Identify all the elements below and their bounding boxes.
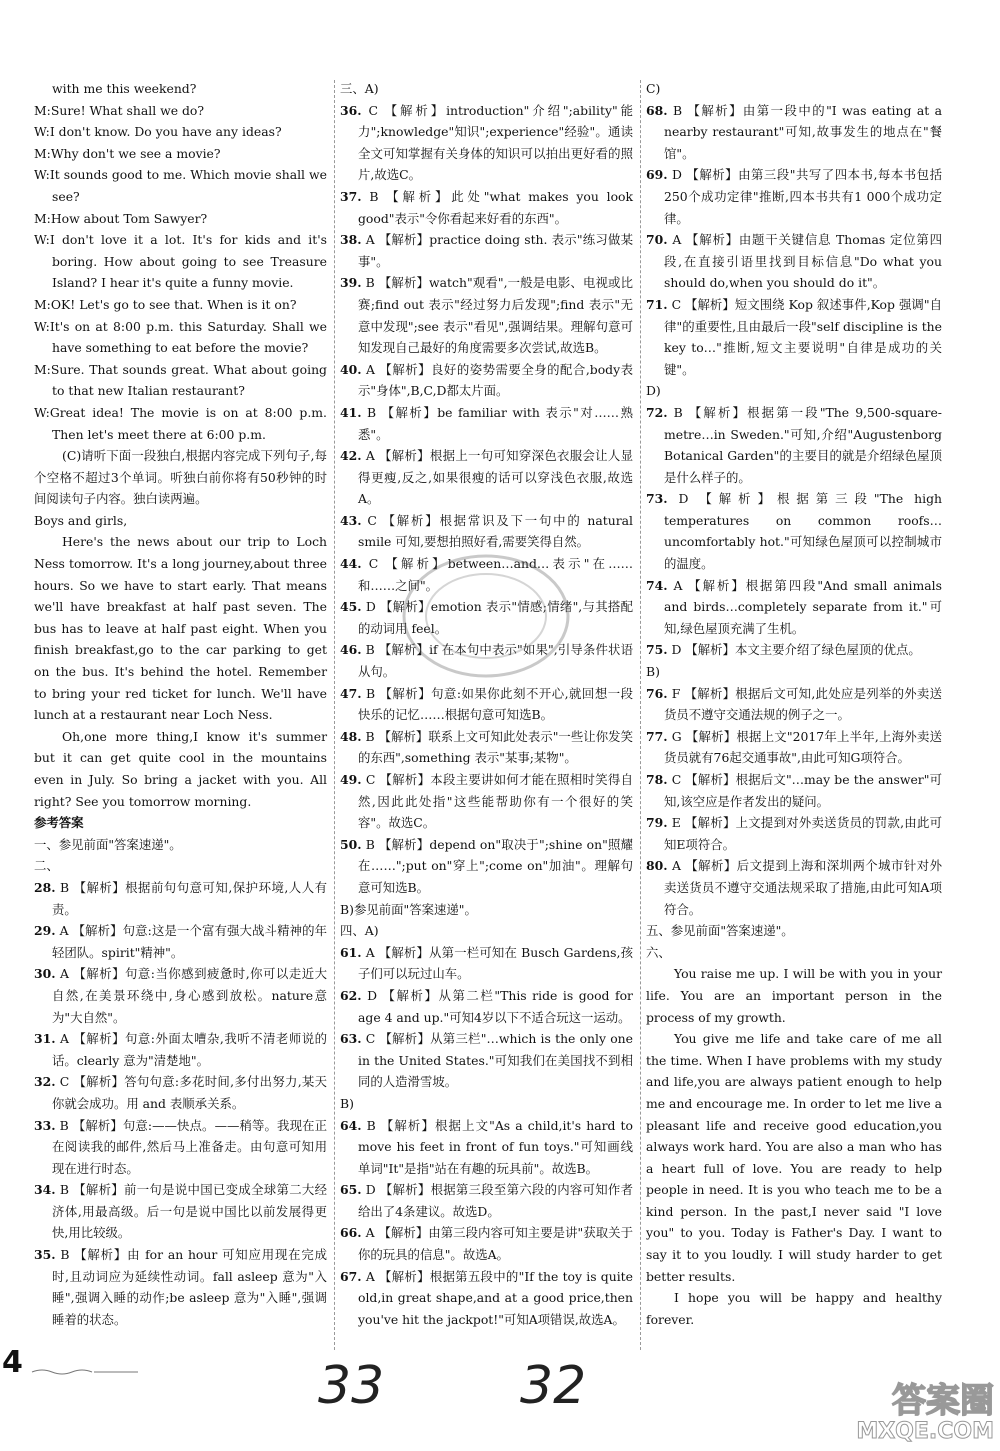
question-number: 43. bbox=[340, 512, 362, 528]
line-text: C 【解析】between…and…表示"在……和……之间"。 bbox=[358, 556, 633, 593]
text-line bbox=[340, 985, 633, 1028]
text-line bbox=[646, 294, 942, 380]
line-text: C 【解析】introduction"介绍";ability"能力";knowledge"知识";experience"经验"。通读全文可知掌握有关身体的知识可以拍出更好看的照片,故选C。 bbox=[358, 102, 633, 183]
text-line bbox=[340, 769, 633, 834]
line-text: M:Sure. That sounds great. What about going to that new Italian restaurant? bbox=[34, 361, 327, 399]
question-number: 41. bbox=[340, 404, 362, 420]
question-number: 30. bbox=[34, 966, 56, 982]
text-line bbox=[340, 229, 633, 272]
text-line bbox=[340, 186, 633, 229]
text-line bbox=[340, 1266, 633, 1331]
text-line bbox=[34, 531, 327, 725]
line-text: You give me life and take care of me all the time. When I have problems with my study and life,you are always patient enough to help me and encourage me. In order to let me live a pleasant life and receive good education,you always work hard. You are also a man who has a heart full of love. You are ready to help people in need. It is you who teach me to be a kind person. In the past,I never said "I love you" to you. Today is Father's Day. I want to say it to you loudly. I will study harder to get better results. bbox=[646, 1031, 942, 1284]
question-number: 62. bbox=[340, 987, 362, 1003]
line-text: A 【解析】句意:这是一个富有强大战斗精神的年轻团队。spirit"精神"。 bbox=[52, 923, 327, 960]
text-line bbox=[646, 1028, 942, 1287]
line-text: D) bbox=[646, 383, 661, 399]
question-number: 40. bbox=[340, 361, 362, 377]
text-line bbox=[646, 942, 942, 964]
column-right bbox=[646, 78, 942, 1330]
text-line bbox=[340, 1115, 633, 1180]
text-line bbox=[340, 726, 633, 769]
line-text: I hope you will be happy and healthy forever. bbox=[646, 1290, 942, 1327]
text-line bbox=[34, 229, 327, 294]
question-number: 48. bbox=[340, 728, 362, 744]
question-number: 75. bbox=[646, 642, 668, 658]
text-line bbox=[34, 726, 327, 812]
text-line bbox=[34, 100, 327, 122]
text-line bbox=[34, 834, 327, 856]
question-number: 50. bbox=[340, 836, 362, 852]
line-text: C 【解析】根据后文"…may be the answer"可知,该空应是作者发出的疑问。 bbox=[664, 772, 942, 809]
text-line bbox=[646, 575, 942, 640]
text-line bbox=[340, 834, 633, 899]
line-text: B 【解析】由第一段中的"I was eating at a nearby restaurant"可知,故事发生的地点在"餐馆"。 bbox=[664, 102, 942, 161]
text-line bbox=[340, 445, 633, 510]
line-text: W:I don't love it a lot. It's for kids and it's boring. How about going to see Treasure Island? I hear it's quite a funny movie. bbox=[34, 232, 327, 291]
question-number: 34. bbox=[34, 1182, 56, 1198]
text-line bbox=[34, 316, 327, 359]
line-text: 二、 bbox=[34, 858, 59, 874]
line-text: with me this weekend? bbox=[52, 81, 197, 96]
line-text: 参考答案 bbox=[34, 815, 84, 831]
question-number: 78. bbox=[646, 772, 668, 787]
line-text: D 【解析】本文主要介绍了绿色屋顶的优点。 bbox=[671, 642, 921, 658]
question-number: 29. bbox=[34, 923, 56, 939]
line-text: D 【解析】根据第三段至第六段的内容可知作者给出了4条建议。故选D。 bbox=[358, 1182, 633, 1219]
line-text: B 【解析】watch"观看",一般是电影、电视或比赛;find out 表示"经过努力后发现";find 表示"无意中发现";see 表示"看见",强调结果。理解句意可知发现自己最好的角度需要多次尝试,故选B。 bbox=[358, 275, 633, 356]
question-number: 69. bbox=[646, 167, 668, 183]
question-number: 36. bbox=[340, 102, 362, 118]
text-line bbox=[340, 1179, 633, 1222]
question-number: 65. bbox=[340, 1182, 362, 1198]
line-text: C 【解析】从第三栏"…which is the only one in the United States."可知我们在美国找不到相同的人造滑雪坡。 bbox=[358, 1031, 633, 1090]
faint-stamp-icon bbox=[396, 546, 576, 686]
line-text: M:Why don't we see a movie? bbox=[34, 145, 221, 161]
question-number: 70. bbox=[646, 232, 668, 248]
text-line bbox=[646, 1287, 942, 1330]
question-number: 45. bbox=[340, 599, 362, 615]
text-line bbox=[340, 1222, 633, 1265]
question-number: 64. bbox=[340, 1117, 362, 1133]
watermark-logo: 答案圈 MXQE.COM bbox=[856, 1381, 994, 1444]
line-text: C 【解析】本段主要讲如何才能在照相时笑得自然,因此此处指"这些能帮助你有一个很好的笑容"。故选C。 bbox=[358, 772, 633, 831]
column-divider-1 bbox=[334, 80, 335, 1350]
text-line bbox=[34, 78, 327, 100]
line-text: (C)请听下面一段独白,根据内容完成下列句子,每个空格不超过3个单词。听独白前你将有50秒钟的时间阅读句子内容。独白读两遍。 bbox=[34, 448, 327, 507]
text-line bbox=[34, 920, 327, 963]
line-text: A 【解析】根据第四段"And small animals and birds…completely separate from it."可知,绿色屋顶充满了生机。 bbox=[664, 577, 942, 636]
question-number: 79. bbox=[646, 815, 668, 831]
line-text: B 【解析】be familiar with 表示"对……熟悉"。 bbox=[358, 404, 633, 442]
text-line bbox=[646, 661, 942, 683]
column-middle bbox=[340, 78, 633, 1330]
line-text: A 【解析】良好的姿势需要全身的配合,body表示"身体",B,C,D都太片面。 bbox=[358, 361, 633, 399]
line-text: F 【解析】根据后文可知,此处应是列举的外卖送货员不遵守交通法规的例子之一。 bbox=[664, 685, 942, 723]
line-text: B 【解析】句意:如果你此刻不开心,就回想一段快乐的记忆……根据句意可知选B。 bbox=[358, 685, 633, 723]
text-line bbox=[340, 402, 633, 445]
text-line bbox=[34, 963, 327, 1028]
decorative-swirl-icon bbox=[30, 1368, 140, 1376]
line-text: 六、 bbox=[646, 944, 671, 960]
line-text: C 【解析】根据常识及下一句中的 natural smile 可知,要想拍照好看,需要笑得自然。 bbox=[358, 512, 633, 550]
text-line bbox=[34, 359, 327, 402]
line-text: M:How about Tom Sawyer? bbox=[34, 210, 208, 226]
question-number: 33. bbox=[34, 1117, 56, 1133]
line-text: 四、A) bbox=[340, 923, 379, 939]
line-text: E 【解析】上文提到对外卖送货员的罚款,由此可知E项符合。 bbox=[664, 815, 942, 852]
question-number: 38. bbox=[340, 232, 362, 248]
line-text: W:Great idea! The movie is on at 8:00 p.m. Then let's meet there at 6:00 p.m. bbox=[34, 404, 327, 442]
line-text: B 【解析】根据第一段"The 9,500-square-metre…in Sweden."可知,介绍"Augustenborg Botanical Garden"的主要目的就是介绍绿色屋顶是什么样子的。 bbox=[664, 404, 942, 485]
line-text: B 【解析】前一句是说中国已变成全球第二大经济体,用最高级。后一句是说中国比以前发展得更快,用比较级。 bbox=[52, 1182, 327, 1241]
line-text: C 【解析】短文围绕 Kop 叙述事件,Kop 强调"自律"的重要性,且由最后一段"self discipline is the key to…"推断,短文主要说明"自律是成功的关键"。 bbox=[664, 296, 942, 377]
text-line bbox=[646, 683, 942, 726]
line-text: 一、参见前面"答案速递"。 bbox=[34, 836, 182, 852]
line-text: B 【解析】根据上文"As a child,it's hard to move his feet in front of fun toys."可知画线单词"It"是指"站在有趣的玩具前"。故选B。 bbox=[358, 1117, 633, 1176]
line-text: B)参见前面"答案速递"。 bbox=[340, 901, 477, 917]
line-text: B) bbox=[646, 664, 660, 680]
question-number: 42. bbox=[340, 448, 362, 464]
line-text: M:Sure! What shall we do? bbox=[34, 102, 205, 118]
line-text: A 【解析】由题干关键信息 Thomas 定位第四段,在直接引语里找到目标信息"Do what you should do,when you should do it"。 bbox=[664, 232, 942, 291]
question-number: 46. bbox=[340, 642, 362, 658]
text-line bbox=[646, 963, 942, 1028]
handwritten-number-1: 33 bbox=[318, 1356, 385, 1416]
question-number: 32. bbox=[34, 1074, 56, 1090]
text-line bbox=[34, 877, 327, 920]
text-line bbox=[34, 294, 327, 316]
line-text: B 【解析】由 for an hour 可知应用现在完成时,且动词应为延续性动词。fall asleep 意为"入睡",强调入睡的动作;be asleep 意为"入睡",强调睡着的状态。 bbox=[52, 1247, 327, 1327]
text-line bbox=[34, 121, 327, 143]
text-line bbox=[34, 510, 327, 532]
question-number: 28. bbox=[34, 879, 56, 895]
question-number: 71. bbox=[646, 296, 668, 312]
text-line bbox=[34, 402, 327, 445]
text-line bbox=[340, 359, 633, 402]
question-number: 73. bbox=[646, 491, 668, 507]
question-number: 77. bbox=[646, 728, 668, 744]
question-number: 44. bbox=[340, 556, 362, 572]
question-number: 49. bbox=[340, 772, 362, 787]
line-text: A 【解析】根据上一句可知穿深色衣服会让人显得更瘦,反之,如果很瘦的话可以穿浅色衣服,故选A。 bbox=[358, 448, 633, 507]
text-line bbox=[646, 78, 942, 100]
line-text: 三、A) bbox=[340, 81, 379, 96]
question-number: 37. bbox=[340, 188, 362, 204]
text-line bbox=[646, 812, 942, 855]
text-line bbox=[34, 1028, 327, 1071]
text-line bbox=[646, 920, 942, 942]
line-text: A 【解析】根据第五段中的"If the toy is quite old,in great shape,and at a good price,then you've hit the jackpot!"可知A项错误,故选A。 bbox=[358, 1268, 633, 1327]
handwritten-number-2: 32 bbox=[520, 1356, 587, 1416]
text-line bbox=[34, 164, 327, 207]
text-line bbox=[340, 100, 633, 186]
line-text: G 【解析】根据上文"2017年上半年,上海外卖送货员就有76起交通事故",由此可知G项符合。 bbox=[664, 728, 942, 766]
line-text: D 【解析】emotion 表示"情感;情绪",与其搭配的动词用 feel。 bbox=[358, 599, 633, 636]
question-number: 72. bbox=[646, 404, 668, 420]
text-line bbox=[34, 208, 327, 230]
question-number: 76. bbox=[646, 685, 668, 701]
page-number: 4 bbox=[2, 1345, 23, 1380]
text-line bbox=[340, 1093, 633, 1115]
line-text: C) bbox=[646, 81, 661, 96]
text-line bbox=[646, 164, 942, 229]
text-line bbox=[34, 1071, 327, 1114]
text-line bbox=[34, 143, 327, 165]
line-text: B) bbox=[340, 1095, 354, 1111]
text-line bbox=[340, 1028, 633, 1093]
text-line bbox=[646, 229, 942, 294]
column-left bbox=[34, 78, 327, 1330]
question-number: 39. bbox=[340, 275, 362, 291]
line-text: W:It sounds good to me. Which movie shall we see? bbox=[34, 167, 327, 204]
line-text: B 【解析】根据前句句意可知,保护环境,人人有责。 bbox=[52, 879, 327, 917]
line-text: D 【解析】从第二栏"This ride is good for age 4 and up."可知4岁以下不适合玩这一运动。 bbox=[358, 987, 633, 1025]
question-number: 66. bbox=[340, 1225, 362, 1241]
line-text: C 【解析】答句句意:多花时间,多付出努力,某天你就会成功。用 and 表顺承关系。 bbox=[52, 1074, 327, 1111]
question-number: 74. bbox=[646, 577, 668, 593]
line-text: D 【解析】根据第三段"The high temperatures on common roofs…uncomfortably hot."可知绿色屋顶可以控制城市的温度。 bbox=[664, 491, 942, 572]
line-text: 五、参见前面"答案速递"。 bbox=[646, 923, 794, 939]
line-text: B 【解析】depend on"取决于";shine on"照耀在……";put on"穿上";come on"加油"。理解句意可知选B。 bbox=[358, 836, 633, 895]
line-text: B 【解析】句意:——快点。——稍等。我现在正在阅读我的邮件,然后马上准备走。由句意可知用现在进行时态。 bbox=[52, 1117, 327, 1176]
line-text: B 【解析】联系上文可知此处表示"一些让你发笑的东西",something 表示"某事;某物"。 bbox=[358, 728, 633, 766]
line-text: D 【解析】由第三段"共写了四本书,每本书包括250个成功定律"推断,四本书共有1 000个成功定律。 bbox=[664, 167, 942, 226]
question-number: 61. bbox=[340, 944, 362, 960]
text-line bbox=[646, 402, 942, 488]
question-number: 47. bbox=[340, 685, 362, 701]
line-text: W:I don't know. Do you have any ideas? bbox=[34, 124, 282, 140]
text-line bbox=[34, 1179, 327, 1244]
line-text: A 【解析】后文提到上海和深圳两个城市针对外卖送货员不遵守交通法规采取了措施,由此可知A项符合。 bbox=[664, 858, 942, 917]
text-line bbox=[34, 1115, 327, 1180]
text-line bbox=[340, 920, 633, 942]
line-text: Here's the news about our trip to Loch Ness tomorrow. It's a long journey,about three hours. So we have to start early. That means we'll have breakfast at half past seven. The bus has to leave at half past eight. When you finish breakfast,go to the car parking to get on the bus. It's behind the hotel. Remember to bring your red ticket for lunch. We'll have lunch at a restaurant near Loch Ness. bbox=[34, 534, 327, 723]
text-line bbox=[646, 380, 942, 402]
text-line bbox=[646, 855, 942, 920]
line-text: A 【解析】句意:当你感到疲惫时,你可以走近大自然,在美景环绕中,身心感到放松。nature意为"大自然"。 bbox=[52, 966, 327, 1025]
text-line bbox=[340, 899, 633, 921]
text-line bbox=[340, 942, 633, 985]
line-text: B 【解析】此处"what makes you look good"表示"令你看起来好看的东西"。 bbox=[358, 188, 633, 226]
question-number: 63. bbox=[340, 1031, 362, 1047]
line-text: B 【解析】if 在本句中表示"如果",引导条件状语从句。 bbox=[358, 642, 633, 680]
line-text: You raise me up. I will be with you in your life. You are an important person in the process of my growth. bbox=[646, 966, 942, 1025]
text-line bbox=[646, 639, 942, 661]
question-number: 35. bbox=[34, 1247, 56, 1263]
text-line bbox=[646, 726, 942, 769]
text-line bbox=[340, 272, 633, 358]
text-line bbox=[34, 855, 327, 877]
question-number: 68. bbox=[646, 102, 668, 118]
line-text: A 【解析】从第一栏可知在 Busch Gardens,孩子们可以玩过山车。 bbox=[358, 944, 633, 982]
text-line bbox=[340, 683, 633, 726]
question-number: 31. bbox=[34, 1031, 56, 1047]
line-text: Boys and girls, bbox=[34, 512, 128, 528]
text-line bbox=[34, 1244, 327, 1330]
text-line bbox=[646, 100, 942, 165]
text-line bbox=[646, 488, 942, 574]
line-text: A 【解析】句意:外面太嘈杂,我听不清老师说的话。clearly 意为"清楚地"。 bbox=[52, 1031, 327, 1068]
line-text: A 【解析】practice doing sth. 表示"练习做某事"。 bbox=[358, 232, 633, 269]
line-text: A 【解析】由第三段内容可知主要是讲"获取关于你的玩具的信息"。故选A。 bbox=[358, 1225, 633, 1263]
text-line bbox=[34, 445, 327, 510]
text-line bbox=[340, 78, 633, 100]
question-number: 67. bbox=[340, 1268, 362, 1284]
question-number: 80. bbox=[646, 858, 668, 874]
text-line bbox=[34, 812, 327, 834]
text-line bbox=[646, 769, 942, 812]
line-text: Oh,one more thing,I know it's summer but it can get quite cool in the mountains even in July. So bring a jacket with you. All right? See you tomorrow morning. bbox=[34, 728, 327, 809]
line-text: M:OK! Let's go to see that. When is it on? bbox=[34, 296, 297, 312]
line-text: W:It's on at 8:00 p.m. this Saturday. Shall we have something to eat before the movie? bbox=[34, 318, 327, 356]
column-divider-2 bbox=[640, 80, 641, 1350]
